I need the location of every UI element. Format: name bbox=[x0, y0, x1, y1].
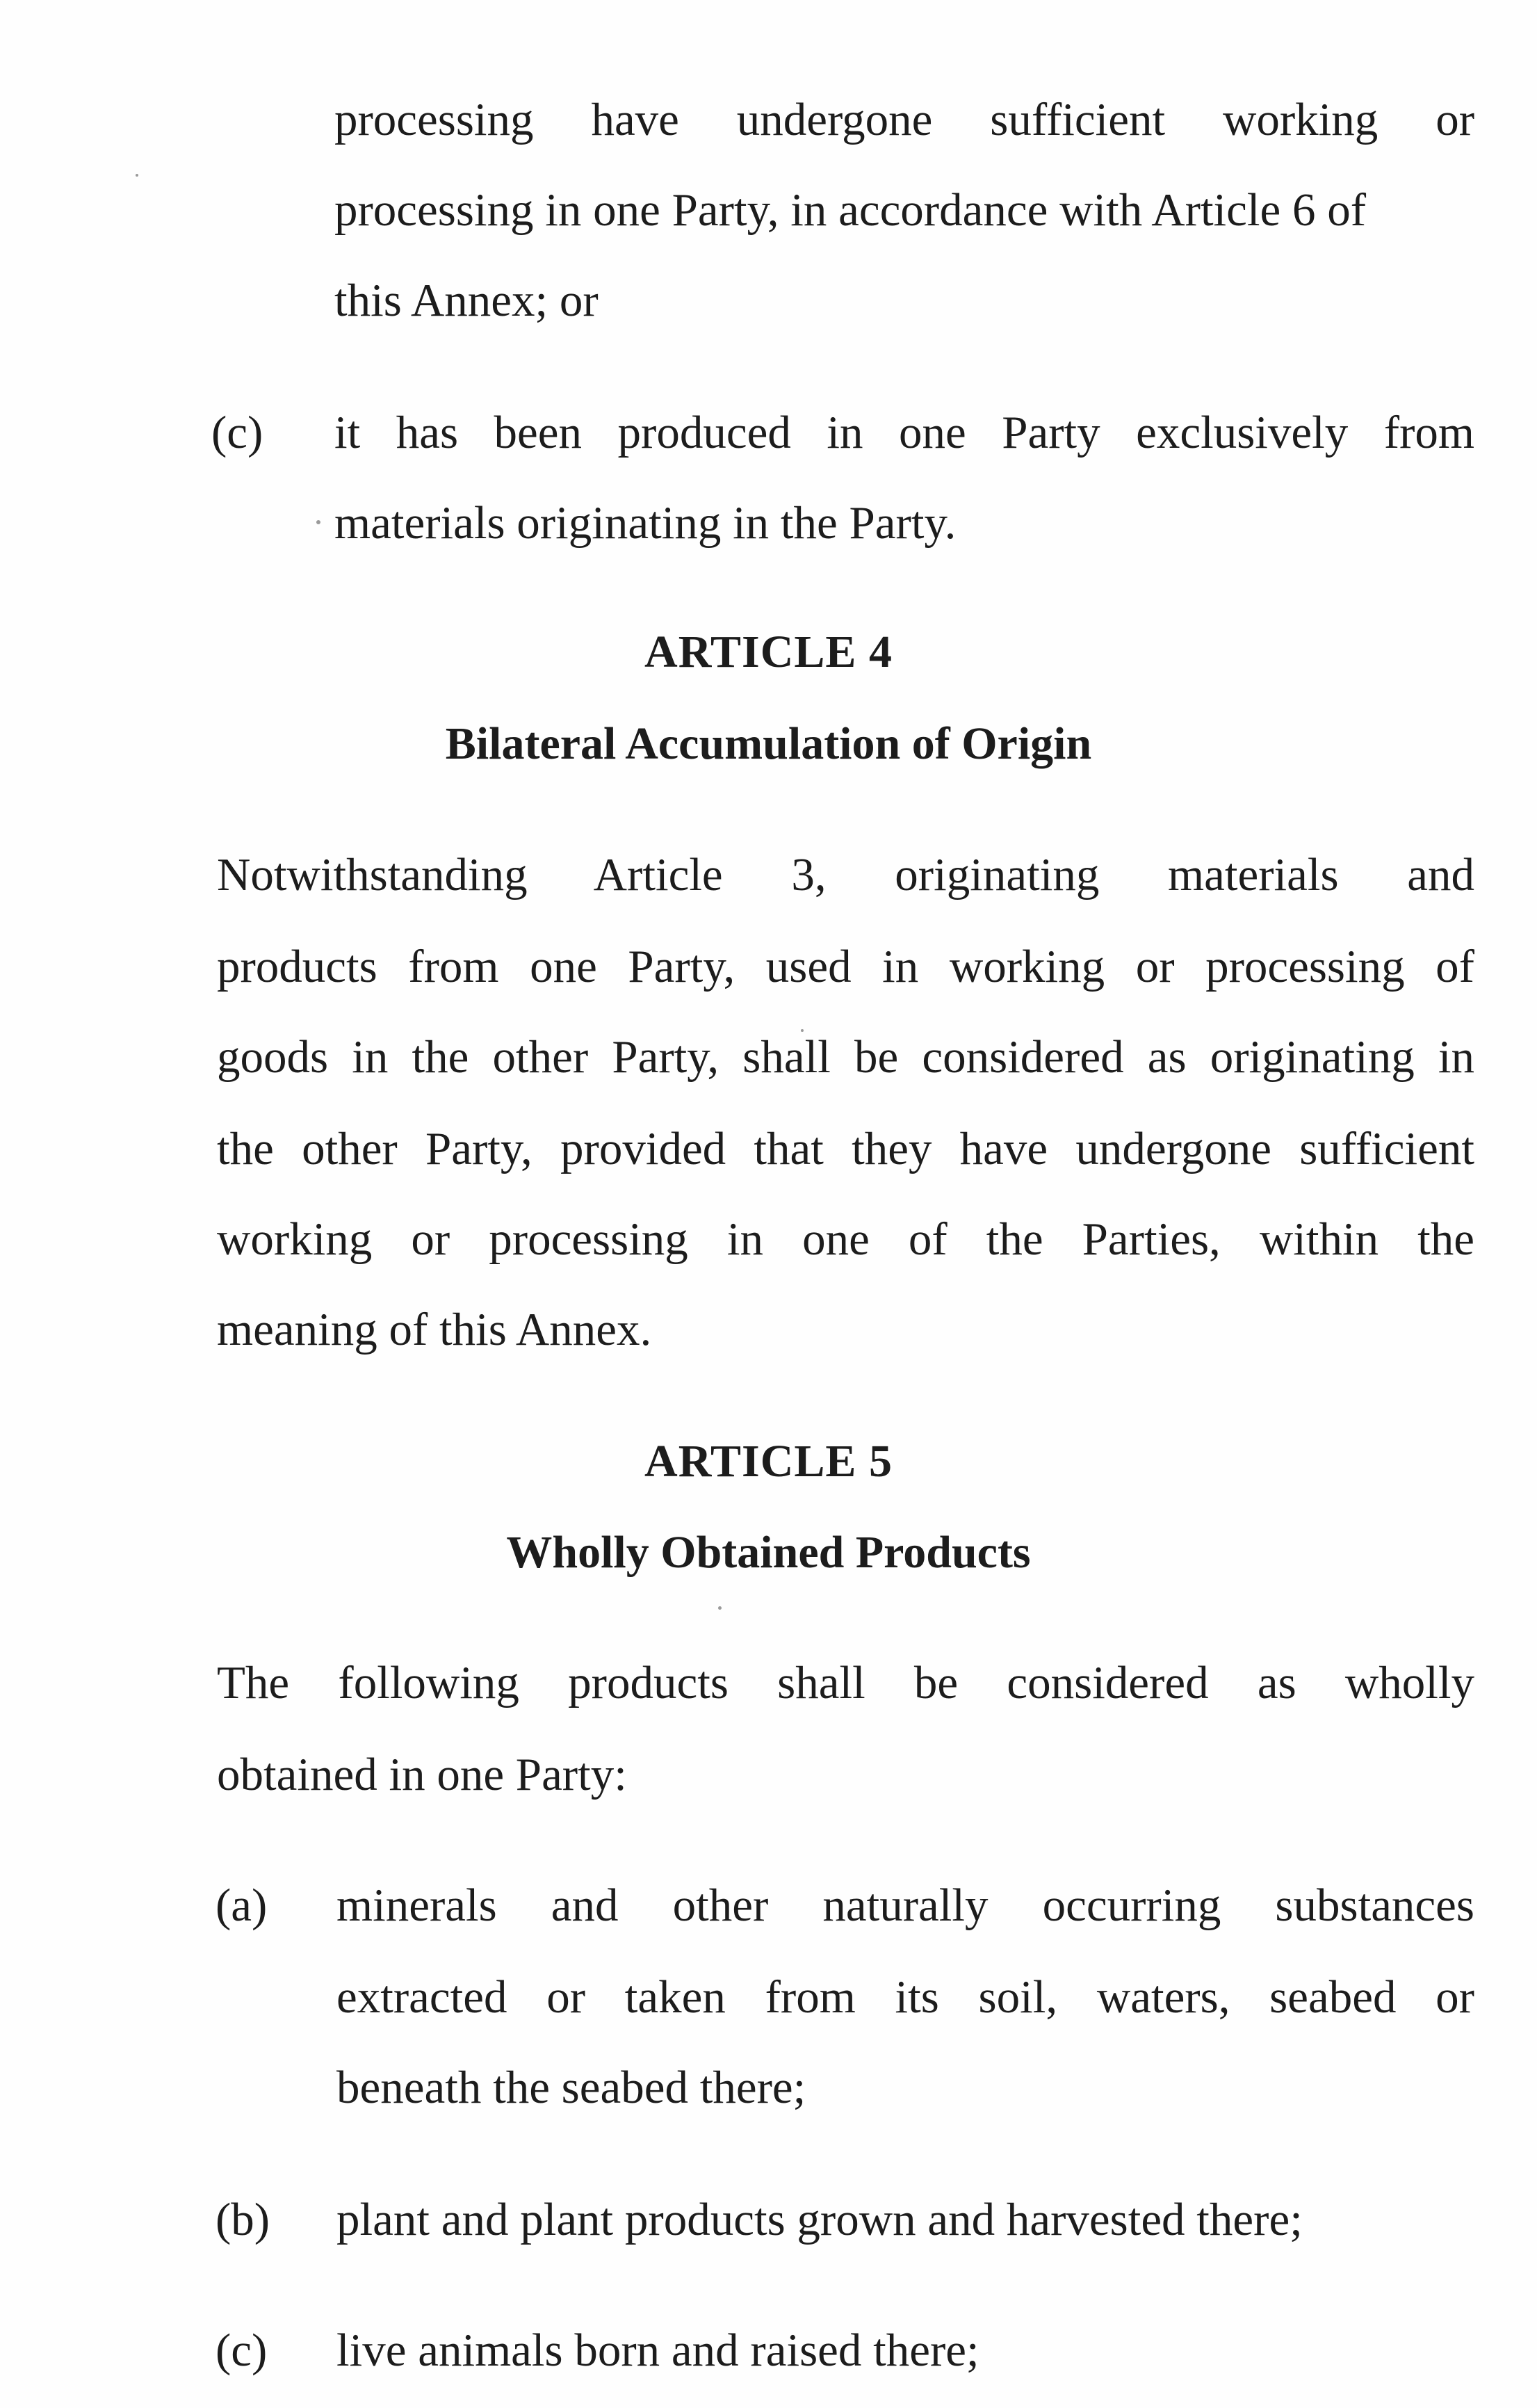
list-item-line: extracted or taken from its soil, waters, seabed or bbox=[336, 1971, 1474, 2023]
list-item-line: beneath the seabed there; bbox=[336, 2062, 806, 2113]
paragraph-line: meaning of this Annex. bbox=[217, 1304, 652, 1355]
body-text-line: this Annex; or bbox=[334, 275, 599, 326]
scan-speck bbox=[718, 1606, 722, 1610]
article-title: Wholly Obtained Products bbox=[506, 1527, 1031, 1578]
list-item-label: (a) bbox=[215, 1880, 268, 1931]
list-item-line: minerals and other naturally occurring substances bbox=[336, 1880, 1474, 1931]
article-title: Bilateral Accumulation of Origin bbox=[445, 718, 1092, 769]
paragraph-line: working or processing in one of the Parties, within the bbox=[217, 1213, 1474, 1265]
paragraph-line: the other Party, provided that they have undergone sufficient bbox=[217, 1123, 1474, 1174]
paragraph-line: The following products shall be considered as wholly bbox=[217, 1657, 1474, 1708]
body-text-line: materials originating in the Party. bbox=[334, 497, 957, 549]
body-text-line: it has been produced in one Party exclusively from bbox=[334, 407, 1474, 458]
paragraph-line: products from one Party, used in working or processing of bbox=[217, 941, 1474, 992]
paragraph-line: obtained in one Party: bbox=[217, 1749, 627, 1800]
article-number: ARTICLE 5 bbox=[644, 1436, 893, 1487]
paragraph-line: Notwithstanding Article 3, originating materials and bbox=[217, 849, 1474, 900]
list-item-line: plant and plant products grown and harvested there; bbox=[336, 2194, 1303, 2245]
article-number: ARTICLE 4 bbox=[644, 627, 893, 677]
scan-speck bbox=[316, 520, 320, 524]
body-text-line: processing have undergone sufficient working or bbox=[334, 94, 1474, 145]
list-item-label: (c) bbox=[211, 407, 263, 458]
paragraph-line: goods in the other Party, shall be considered as originating in bbox=[217, 1031, 1474, 1083]
list-item-label: (b) bbox=[215, 2194, 270, 2245]
list-item-label: (c) bbox=[215, 2325, 268, 2376]
body-text-line: processing in one Party, in accordance with Article 6 of bbox=[334, 184, 1367, 236]
list-item-line: live animals born and raised there; bbox=[336, 2325, 979, 2376]
scan-speck bbox=[136, 174, 138, 177]
